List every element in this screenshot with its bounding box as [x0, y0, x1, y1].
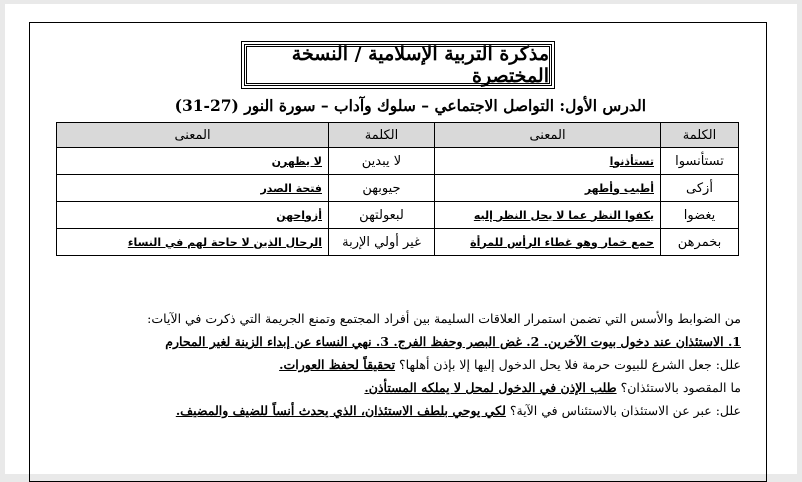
- vocabulary-table: [56, 122, 739, 256]
- question-line: [61, 353, 741, 376]
- table-row: [57, 175, 739, 202]
- answer-text: طلب الإذن في الدخول لمحل لا يملكه المستأذن.: [364, 380, 617, 395]
- table-header-row: [57, 123, 739, 148]
- question-line: [61, 399, 741, 422]
- word-cell: أزكى: [661, 175, 739, 202]
- answer-text: تحقيقاً لحفظ العورات.: [279, 357, 396, 372]
- question-text: علل: جعل الشرع للبيوت حرمة فلا يحل الدخول إليها إلا بإذن أهلها؟: [395, 357, 741, 372]
- meaning-cell: تستأذنوا: [435, 148, 661, 175]
- meaning-cell: أطيب وأطهر: [435, 175, 661, 202]
- rules-list: 1. الاستئذان عند دخول بيوت الآخرين. 2. غض البصر وحفظ الفرج. 3. نهي النساء عن إبداء الزينة لغير المحارم: [165, 334, 741, 349]
- meaning-cell: لا يظهرن: [57, 148, 329, 175]
- column-header-meaning: المعنى: [435, 123, 661, 148]
- word-cell: غير أولي الإربة: [329, 229, 435, 256]
- meaning-cell: أزواجهن: [57, 202, 329, 229]
- question-text: علل: عبر عن الاستئذان بالاستئناس في الآية؟: [505, 403, 741, 418]
- meaning-cell: جمع خمار وهو غطاء الرأس للمرأة: [435, 229, 661, 256]
- meaning-cell: فتحة الصدر: [57, 175, 329, 202]
- word-cell: جيوبهن: [329, 175, 435, 202]
- question-text: ما المقصود بالاستئذان؟: [616, 380, 741, 395]
- lesson-body: [61, 307, 741, 422]
- table-row: [57, 148, 739, 175]
- word-cell: لا يبدين: [329, 148, 435, 175]
- word-cell: يغضوا: [661, 202, 739, 229]
- question-line: [61, 376, 741, 399]
- meaning-cell: يكفوا النظر عما لا يحل النظر إليه: [435, 202, 661, 229]
- column-header-word: الكلمة: [329, 123, 435, 148]
- table-row: [57, 202, 739, 229]
- word-cell: بخمرهن: [661, 229, 739, 256]
- document-title: [244, 44, 552, 86]
- lesson-heading: الدرس الأول: التواصل الاجتماعي – سلوك وآداب – سورة النور (27-31): [174, 96, 646, 115]
- answer-text: لكي يوحي بلطف الاستئذان، الذي يحدث أنساً للضيف والمضيف.: [175, 403, 506, 418]
- column-header-meaning: المعنى: [57, 123, 329, 148]
- document-title-text: مذكرة التربية الإسلامية / النسخة المختصرة: [291, 43, 549, 87]
- meaning-cell: الرجال الذين لا حاجة لهم في النساء: [57, 229, 329, 256]
- column-header-word: الكلمة: [661, 123, 739, 148]
- word-cell: تستأنسوا: [661, 148, 739, 175]
- intro-paragraph: من الضوابط والأسس التي تضمن استمرار العلاقات السليمة بين أفراد المجتمع وتمنع الجريمة التي ذكرت في الآيات:: [147, 311, 741, 326]
- table-row: [57, 229, 739, 256]
- word-cell: لبعولتهن: [329, 202, 435, 229]
